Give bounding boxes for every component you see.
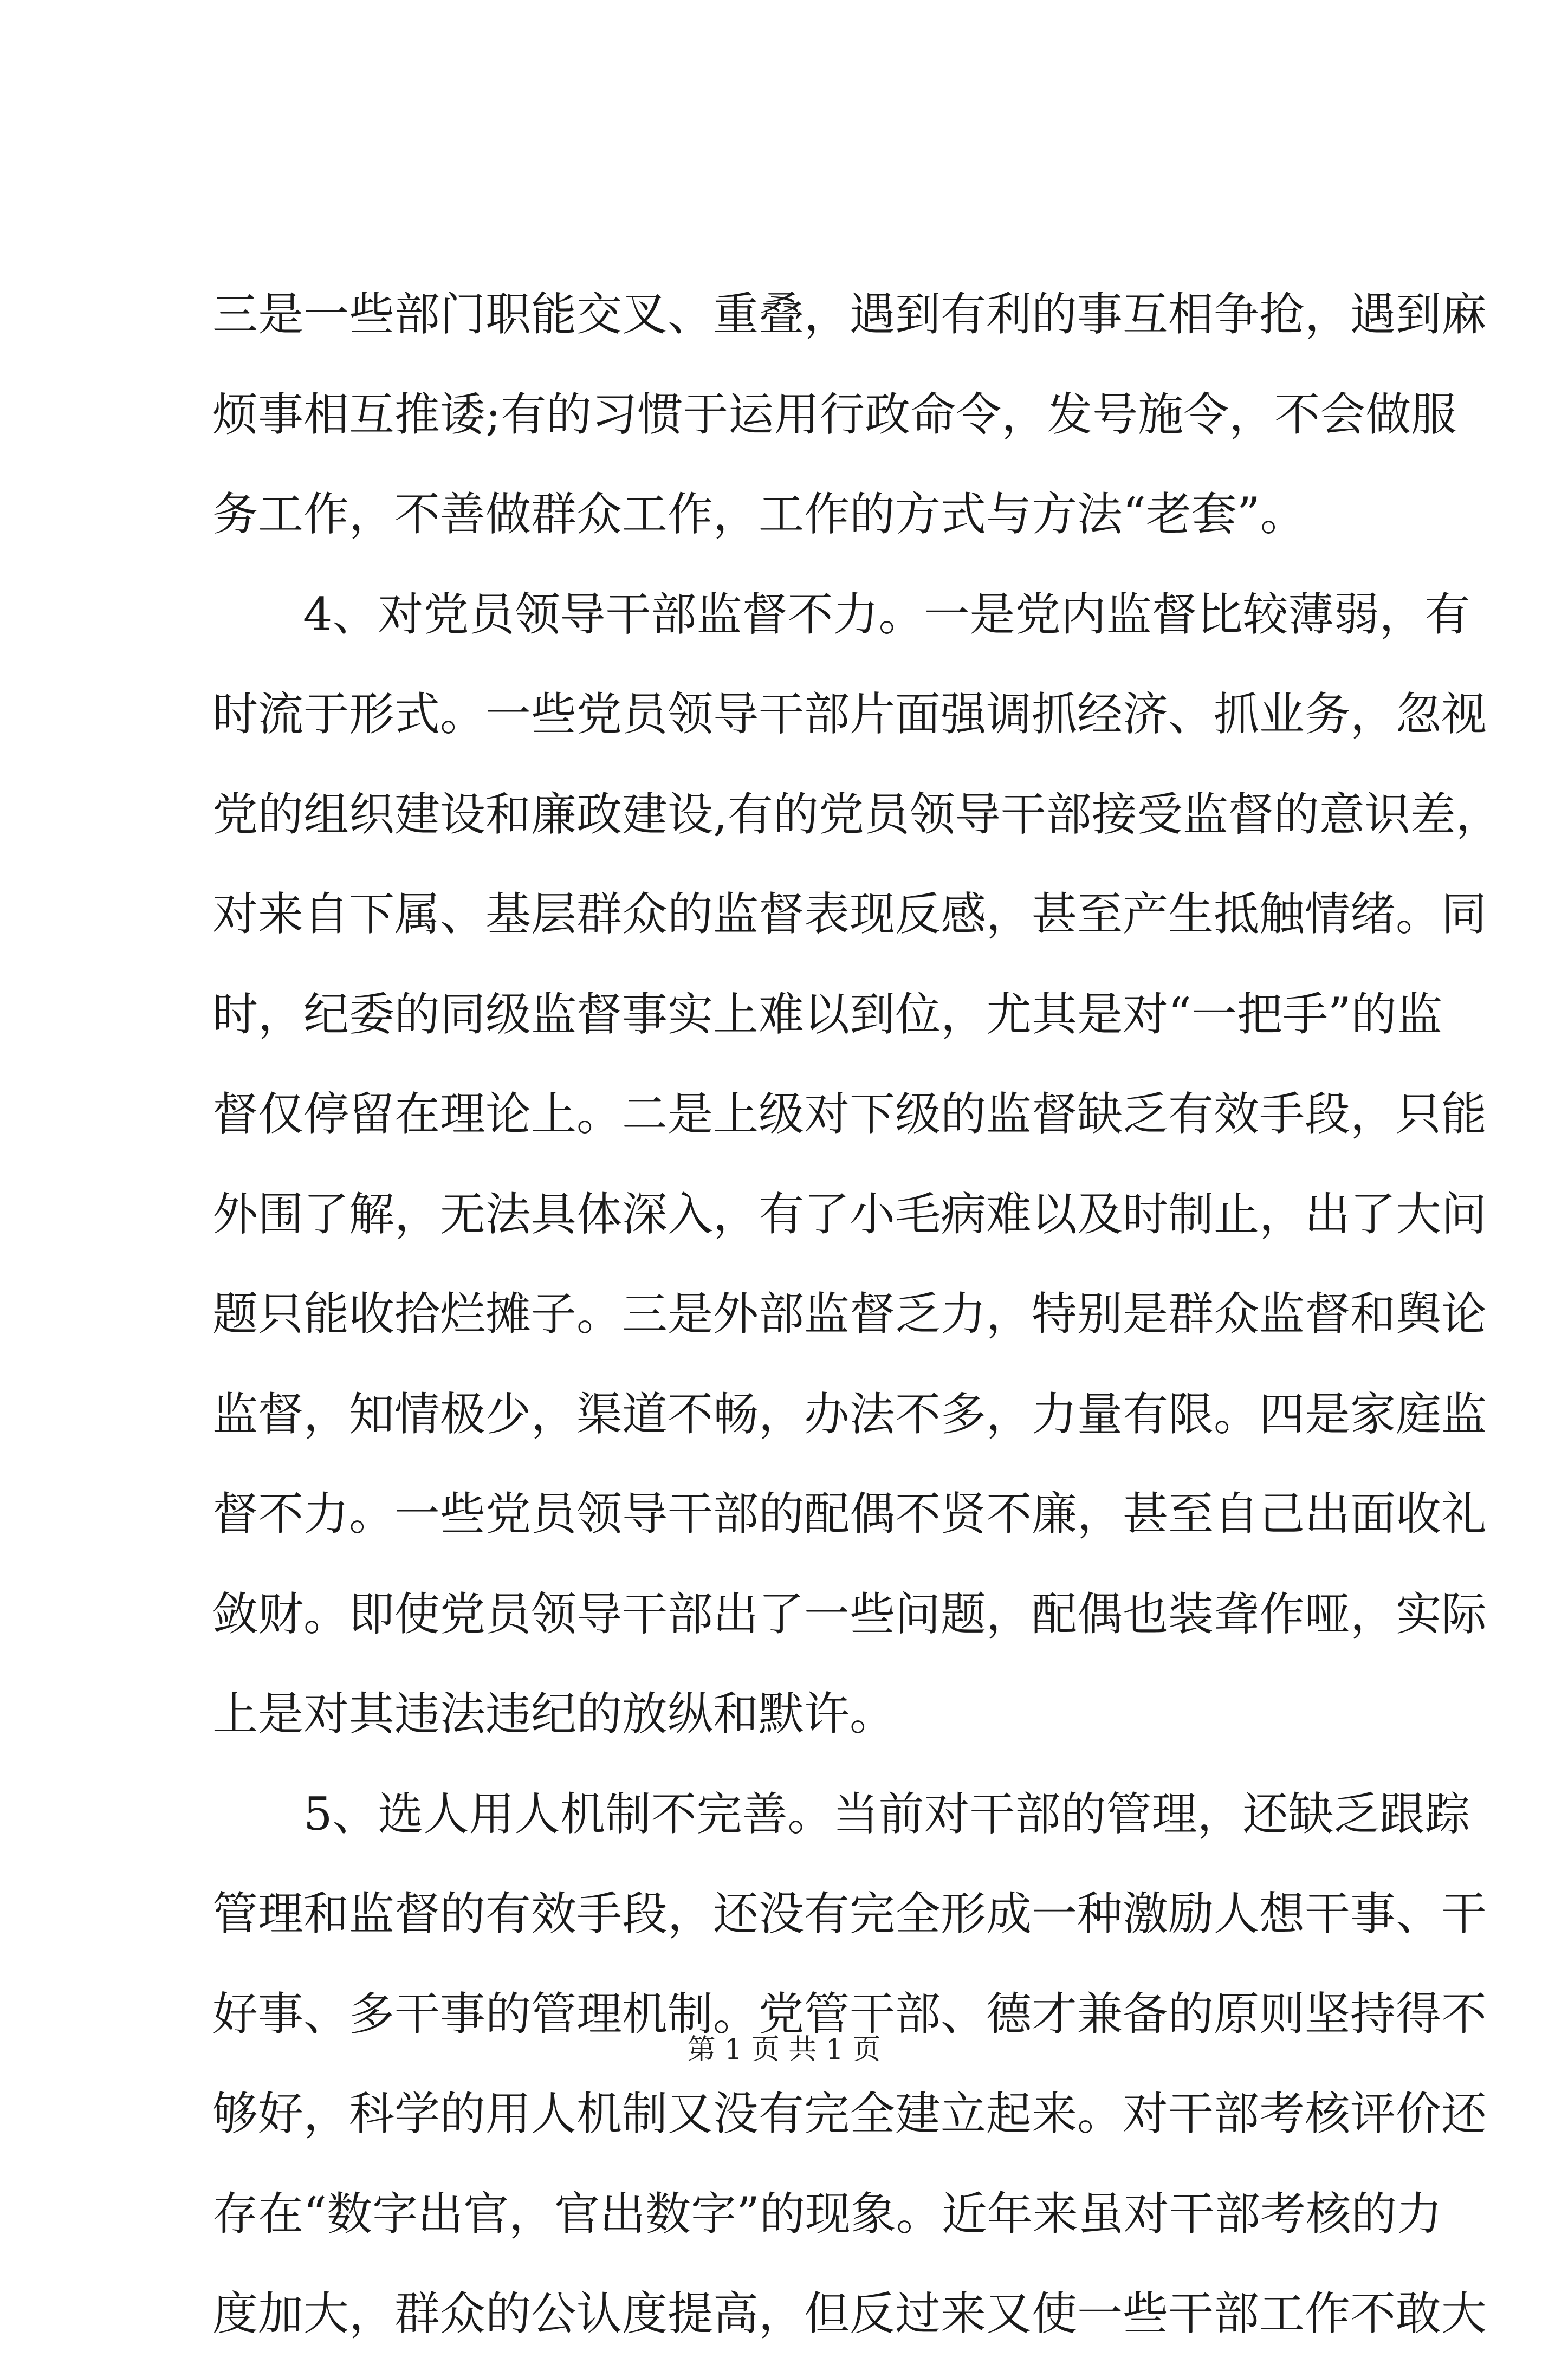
text-line: 对来自下属、基层群众的监督表现反感，甚至产生抵触情绪。同	[212, 888, 1487, 941]
text-line: 时，纪委的同级监督事实上难以到位，尤其是对“一把手”的监	[212, 987, 1442, 1041]
text-line: 敛财。即使党员领导干部出了一些问题，配偶也装聋作哑，实际	[212, 1587, 1487, 1641]
text-line: 好事、多干事的管理机制。党管干部、德才兼备的原则坚持得不	[212, 1987, 1487, 2041]
text-line: 监督，知情极少，渠道不畅，办法不多，力量有限。四是家庭监	[212, 1387, 1487, 1441]
text-line: 题只能收拾烂摊子。三是外部监督乏力，特别是群众监督和舆论	[212, 1287, 1487, 1340]
text-line: 5、选人用人机制不完善。当前对干部的管理，还缺乏跟踪	[303, 1787, 1470, 1841]
page-number-footer: 第 1 页 共 1 页	[687, 2033, 881, 2066]
text-line: 4、对党员领导干部监督不力。一是党内监督比较薄弱，有	[303, 587, 1470, 641]
text-line: 三是一些部门职能交叉、重叠，遇到有利的事互相争抢，遇到麻	[212, 288, 1487, 341]
text-line: 管理和监督的有效手段，还没有完全形成一种激励人想干事、干	[212, 1887, 1487, 1940]
text-line: 外围了解，无法具体深入，有了小毛病难以及时制止，出了大问	[212, 1187, 1487, 1241]
text-line: 督仅停留在理论上。二是上级对下级的监督缺乏有效手段，只能	[212, 1087, 1487, 1141]
text-line: 度加大，群众的公认度提高，但反过来又使一些干部工作不敢大	[212, 2287, 1487, 2340]
text-line: 党的组织建设和廉政建设,有的党员领导干部接受监督的意识差，	[212, 787, 1501, 841]
text-line: 务工作，不善做群众工作，工作的方式与方法“老套”。	[212, 488, 1306, 541]
text-line: 时流于形式。一些党员领导干部片面强调抓经济、抓业务，忽视	[212, 688, 1487, 741]
text-line: 上是对其违法违纪的放纵和默许。	[212, 1687, 896, 1740]
text-line: 够好，科学的用人机制又没有完全建立起来。对干部考核评价还	[212, 2087, 1487, 2140]
text-line: 存在“数字出官，官出数字”的现象。近年来虽对干部考核的力	[212, 2187, 1442, 2240]
text-line: 烦事相互推诿;有的习惯于运用行政命令，发号施令，不会做服	[212, 387, 1457, 441]
text-line: 督不力。一些党员领导干部的配偶不贤不廉，甚至自己出面收礼	[212, 1487, 1487, 1540]
